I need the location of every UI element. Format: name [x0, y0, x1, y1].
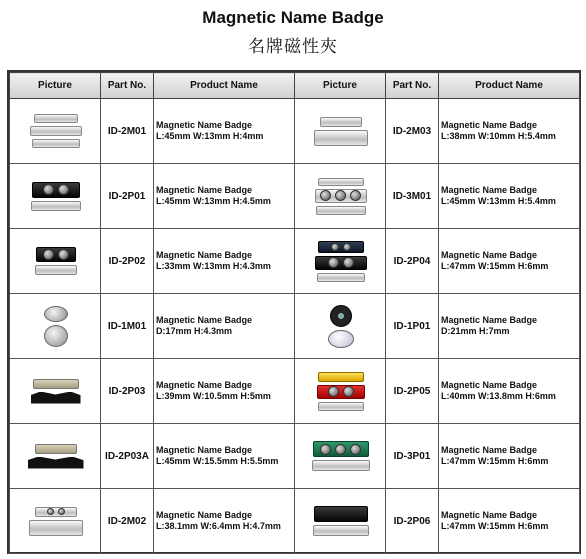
product-dimensions: L:47mm W:15mm H:6mm	[441, 521, 549, 531]
part-number: ID-2P02	[101, 229, 154, 294]
product-name-cell	[154, 229, 295, 294]
product-name-cell	[154, 294, 295, 359]
table-row	[10, 359, 580, 424]
product-dimensions: L:38.1mm W:6.4mm H:4.7mm	[156, 521, 281, 531]
product-dimensions: L:33mm W:13mm H:4.3mm	[156, 261, 271, 271]
part-number: ID-2M03	[386, 99, 439, 164]
product-dimensions: L:47mm W:15mm H:6mm	[441, 456, 549, 466]
product-name: Magnetic Name Badge	[441, 380, 538, 390]
page-subtitle: 名牌磁性夾	[248, 37, 338, 57]
product-dimensions: L:45mm W:13mm H:4mm	[156, 131, 264, 141]
product-name: Magnetic Name Badge	[441, 185, 538, 195]
product-name-cell	[154, 489, 295, 554]
product-dimensions: L:45mm W:13mm H:4.5mm	[156, 196, 271, 206]
product-name-cell	[439, 99, 580, 164]
product-name: Magnetic Name Badge	[441, 510, 538, 520]
product-name-cell	[439, 359, 580, 424]
product-image	[295, 489, 386, 554]
header-part-no: Part No.	[386, 73, 439, 99]
table-row	[10, 294, 580, 359]
product-name: Magnetic Name Badge	[156, 120, 253, 130]
header-picture: Picture	[295, 73, 386, 99]
product-image	[10, 229, 101, 294]
product-image	[10, 489, 101, 554]
product-name-cell	[439, 294, 580, 359]
part-number: ID-2P01	[101, 164, 154, 229]
header-part-no: Part No.	[101, 73, 154, 99]
header-product-name: Product Name	[154, 73, 295, 99]
product-image	[295, 294, 386, 359]
product-name-cell	[154, 99, 295, 164]
table-row	[10, 424, 580, 489]
product-name: Magnetic Name Badge	[156, 510, 253, 520]
product-name: Magnetic Name Badge	[441, 445, 538, 455]
part-number: ID-2P03	[101, 359, 154, 424]
product-dimensions: L:47mm W:15mm H:6mm	[441, 261, 549, 271]
part-number: ID-1P01	[386, 294, 439, 359]
product-image	[295, 99, 386, 164]
product-name: Magnetic Name Badge	[156, 185, 253, 195]
product-dimensions: D:21mm H:7mm	[441, 326, 510, 336]
page-title: Magnetic Name Badge	[202, 8, 384, 27]
product-name-cell	[154, 164, 295, 229]
part-number: ID-2P03A	[101, 424, 154, 489]
product-image	[10, 294, 101, 359]
part-number: ID-2M02	[101, 489, 154, 554]
product-name-cell	[154, 424, 295, 489]
part-number: ID-2P04	[386, 229, 439, 294]
product-name: Magnetic Name Badge	[156, 315, 253, 325]
product-image	[295, 164, 386, 229]
product-image	[295, 229, 386, 294]
part-number: ID-3P01	[386, 424, 439, 489]
product-name-cell	[439, 229, 580, 294]
table-row	[10, 489, 580, 554]
product-image	[10, 359, 101, 424]
table-row	[10, 164, 580, 229]
product-dimensions: L:45mm W:13mm H:5.4mm	[441, 196, 556, 206]
product-dimensions: L:40mm W:13.8mm H:6mm	[441, 391, 556, 401]
product-image	[10, 164, 101, 229]
product-name: Magnetic Name Badge	[156, 380, 253, 390]
product-image	[10, 424, 101, 489]
product-dimensions: D:17mm H:4.3mm	[156, 326, 233, 336]
product-name: Magnetic Name Badge	[441, 315, 538, 325]
product-name: Magnetic Name Badge	[156, 445, 253, 455]
part-number: ID-1M01	[101, 294, 154, 359]
product-name-cell	[439, 164, 580, 229]
product-name: Magnetic Name Badge	[441, 250, 538, 260]
product-table	[9, 72, 580, 554]
product-name-cell	[439, 424, 580, 489]
table-header-row	[10, 73, 580, 99]
product-name: Magnetic Name Badge	[441, 120, 538, 130]
product-image	[10, 99, 101, 164]
product-dimensions: L:39mm W:10.5mm H:5mm	[156, 391, 271, 401]
product-image	[295, 424, 386, 489]
table-row	[10, 99, 580, 164]
product-table-frame	[7, 70, 581, 554]
part-number: ID-2M01	[101, 99, 154, 164]
part-number: ID-2P05	[386, 359, 439, 424]
product-name-cell	[154, 359, 295, 424]
header-product-name: Product Name	[439, 73, 580, 99]
product-dimensions: L:38mm W:10mm H:5.4mm	[441, 131, 556, 141]
product-name: Magnetic Name Badge	[156, 250, 253, 260]
part-number: ID-2P06	[386, 489, 439, 554]
table-row	[10, 229, 580, 294]
product-dimensions: L:45mm W:15.5mm H:5.5mm	[156, 456, 279, 466]
part-number: ID-3M01	[386, 164, 439, 229]
header-picture: Picture	[10, 73, 101, 99]
product-image	[295, 359, 386, 424]
product-name-cell	[439, 489, 580, 554]
